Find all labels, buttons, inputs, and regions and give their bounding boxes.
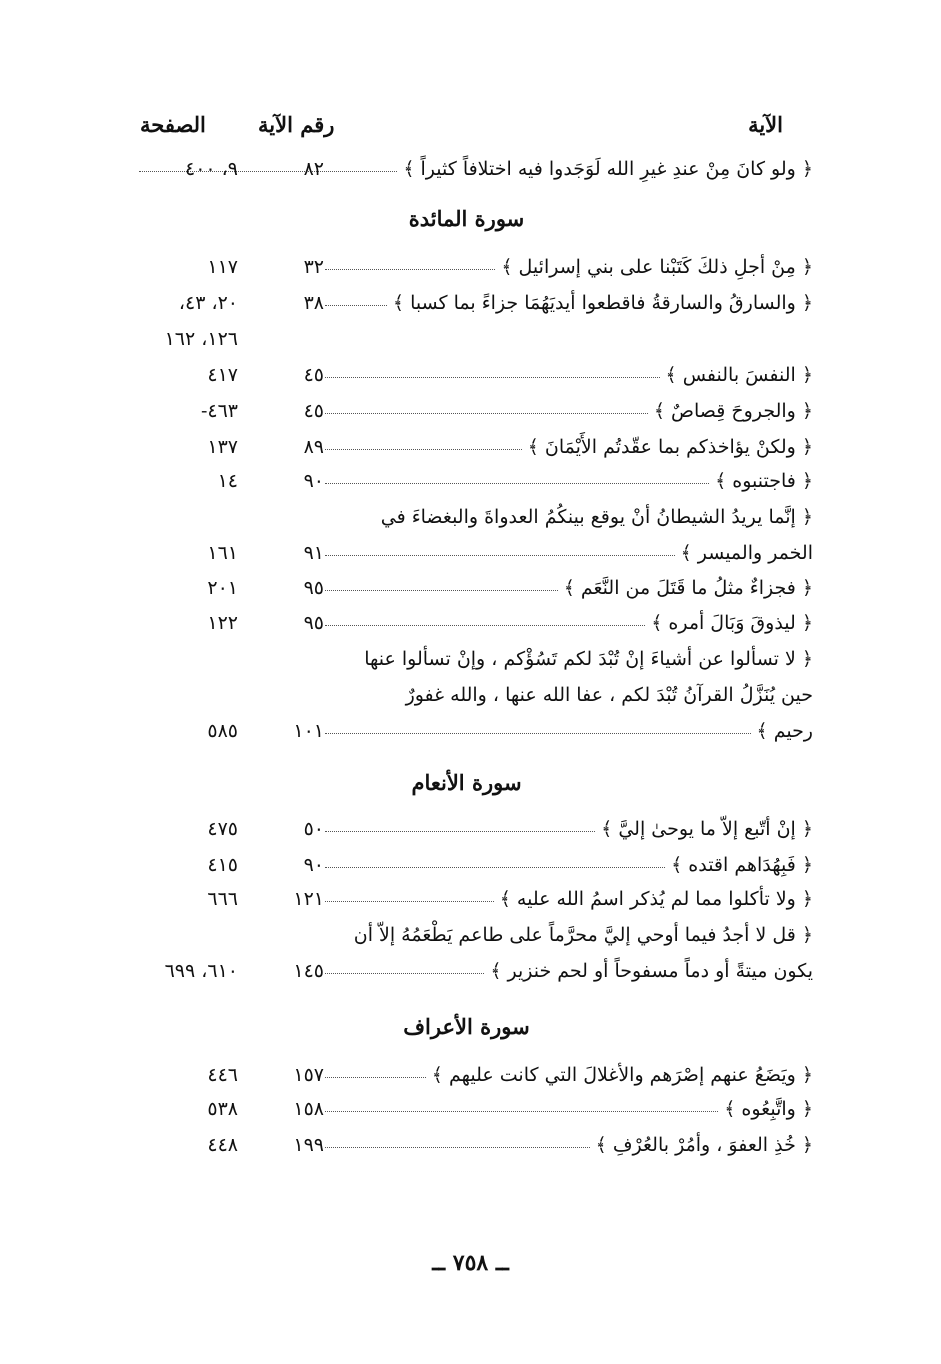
leader-dots	[325, 901, 494, 902]
leader-dots	[325, 413, 648, 414]
column-header-page: الصفحة	[140, 112, 206, 137]
index-row	[0, 888, 941, 924]
verse-number: ١٥٧	[293, 1064, 324, 1086]
verse-text: ﴿ مِنْ أجلِ ذلكَ كَتَبْنا على بني إسرائيل ﴾	[501, 256, 813, 278]
verse-number: ١٩٩	[293, 1134, 324, 1156]
page-reference: ١٦١	[207, 542, 238, 564]
page-reference: ٥٣٨	[207, 1098, 238, 1120]
page-reference: ٦١٠، ٦٩٩	[164, 960, 238, 982]
index-row	[0, 292, 941, 328]
verse-number: ١٢١	[293, 888, 324, 910]
surah-heading-maida: سورة المائدة	[408, 206, 525, 231]
index-row	[0, 542, 941, 578]
leader-dots	[325, 831, 595, 832]
leader-dots	[325, 867, 665, 868]
index-row	[0, 960, 941, 996]
page-reference: ٤٧٥	[207, 818, 238, 840]
verse-text: ﴿ فجزاءٌ مثلُ ما قَتَلَ من النَّعَم ﴾	[563, 577, 813, 599]
column-header-verse-number: رقم الآية	[258, 112, 335, 137]
index-row	[0, 818, 941, 854]
verse-number: ١٤٥	[293, 960, 324, 982]
verse-number: ٣٢	[303, 256, 324, 278]
verse-text: يكون ميتةً أو دماً مسفوحاً أو لحم خنزير ﴾	[490, 960, 813, 982]
page-reference: ٢٠١	[207, 577, 238, 599]
index-row	[0, 924, 941, 960]
page-reference: ٤١٧	[207, 364, 238, 386]
surah-heading-araf: سورة الأعراف	[403, 1014, 530, 1039]
leader-dots	[325, 1077, 426, 1078]
page-reference: ١١٧	[207, 256, 238, 278]
verse-text: ﴿ والجروحَ قِصاصٌ ﴾	[653, 400, 813, 422]
page-reference: ١٢٢	[207, 612, 238, 634]
leader-dots	[325, 555, 675, 556]
leader-dots	[325, 1147, 590, 1148]
verse-text: رحيم ﴾	[756, 720, 813, 742]
index-row	[0, 577, 941, 613]
index-row	[0, 364, 941, 400]
leader-dots	[325, 305, 387, 306]
verse-text: ﴿ خُذِ العفوَ ، وأمُرْ بالعُرْفِ ﴾	[595, 1134, 813, 1156]
verse-number: ٩١	[303, 542, 324, 564]
verse-text: ﴿ إنْ أتّبع إلاّ ما يوحىٰ إليَّ ﴾	[601, 818, 813, 840]
verse-text: ﴿ ليذوقَ وَبَالَ أمره ﴾	[651, 612, 813, 634]
index-row	[0, 470, 941, 506]
verse-number: ٥٠	[303, 818, 324, 840]
page-reference: ٥٨٥	[207, 720, 238, 742]
verse-text: ﴿ قل لا أجدُ فيما أوحي إليَّ محرَّماً على طاعم يَطْعَمُهُ إلاّ أن	[353, 924, 813, 946]
page-reference: ٦٦٦	[207, 888, 238, 910]
page-reference: ٤٤٦	[207, 1064, 238, 1086]
page-reference: ٢٠، ٤٣،	[178, 292, 238, 314]
leader-dots	[325, 483, 709, 484]
verse-number: ٣٨	[303, 292, 324, 314]
page-reference: ١٣٧	[207, 436, 238, 458]
verse-number: ٩٥	[303, 612, 324, 634]
index-row	[0, 400, 941, 436]
index-row	[0, 256, 941, 292]
index-row	[0, 720, 941, 756]
index-row	[0, 684, 941, 720]
verse-text: ﴿ واتَّبِعُوه ﴾	[724, 1098, 813, 1120]
page-number: ــ ٧٥٨ ــ	[432, 1250, 509, 1276]
verse-number: ٨٩	[303, 436, 324, 458]
verse-text: ﴿ ولكنْ يؤاخذكم بما عقّدتُم الأَيْمَانَ ﴾	[527, 436, 813, 458]
verse-number: ٤٥	[303, 400, 324, 422]
index-row	[0, 854, 941, 890]
index-row	[0, 1098, 941, 1134]
leader-dots	[325, 1111, 718, 1112]
leader-dots	[325, 973, 484, 974]
page-reference: ١٤	[217, 470, 238, 492]
index-row	[0, 328, 941, 364]
verse-text: الخمر والميسر ﴾	[680, 542, 813, 564]
page-reference: ٤٦٣-	[200, 400, 238, 422]
verse-number: ٩٠	[303, 854, 324, 876]
index-row	[0, 648, 941, 684]
index-row	[0, 1134, 941, 1170]
verse-number: ٨٢	[303, 158, 324, 180]
leader-dots	[325, 377, 660, 378]
leader-dots	[325, 449, 522, 450]
verse-text: ﴿ والسارقُ والسارقةُ فاقطعوا أيديَهُمَا جزاءً بما كسبا ﴾	[392, 292, 813, 314]
column-header-verse: الآية	[748, 112, 783, 137]
verse-number: ٩٥	[303, 577, 324, 599]
leader-dots	[325, 733, 751, 734]
index-row	[0, 158, 941, 194]
index-row	[0, 612, 941, 648]
leader-dots	[325, 590, 558, 591]
page-reference: ٤٤٨	[207, 1134, 238, 1156]
leader-dots	[325, 625, 645, 626]
verse-text: ﴿ لا تسألوا عن أشياءَ إنْ تُبْدَ لكم تَسُؤْكم ، وإنْ تسألوا عنها	[364, 648, 813, 670]
index-row	[0, 436, 941, 472]
page-reference: ٤١٥	[207, 854, 238, 876]
verse-number: ٤٥	[303, 364, 324, 386]
index-row	[0, 506, 941, 542]
verse-text: ﴿ فَبِهُدَاهم اقتده ﴾	[671, 854, 813, 876]
index-row	[0, 1064, 941, 1100]
verse-text: ﴿ فاجتنبوه ﴾	[715, 470, 813, 492]
verse-text: ﴿ إنَّما يريدُ الشيطانُ أنْ يوقع بينكُمُ العدواةَ والبغضاءَ في	[380, 506, 813, 528]
page-reference: ٩، ٤٠٠	[184, 158, 238, 180]
page-reference: ١٢٦، ١٦٢	[164, 328, 238, 350]
verse-text: ﴿ ويَضَعُ عنهم إصْرَهم والأغلالَ التي كانت عليهم ﴾	[431, 1064, 813, 1086]
verse-text: ﴿ ولا تأكلوا مما لم يُذكر اسمُ الله عليه ﴾	[499, 888, 813, 910]
verse-number: ١٥٨	[293, 1098, 324, 1120]
verse-number: ١٠١	[293, 720, 324, 742]
verse-text: ﴿ النفسَ بالنفس ﴾	[665, 364, 813, 386]
verse-number: ٩٠	[303, 470, 324, 492]
verse-text: ﴿ ولو كانَ مِنْ عندِ غيرِ الله لَوَجَدوا فيه اختلافاً كثيراً ﴾	[403, 158, 813, 180]
verse-text: حين يُنَزَّلُ القرآنُ تُبْدَ لكم ، عفا الله عنها ، والله غفورٌ	[405, 684, 813, 706]
leader-dots	[325, 269, 495, 270]
surah-heading-anam: سورة الأنعام	[411, 770, 522, 795]
